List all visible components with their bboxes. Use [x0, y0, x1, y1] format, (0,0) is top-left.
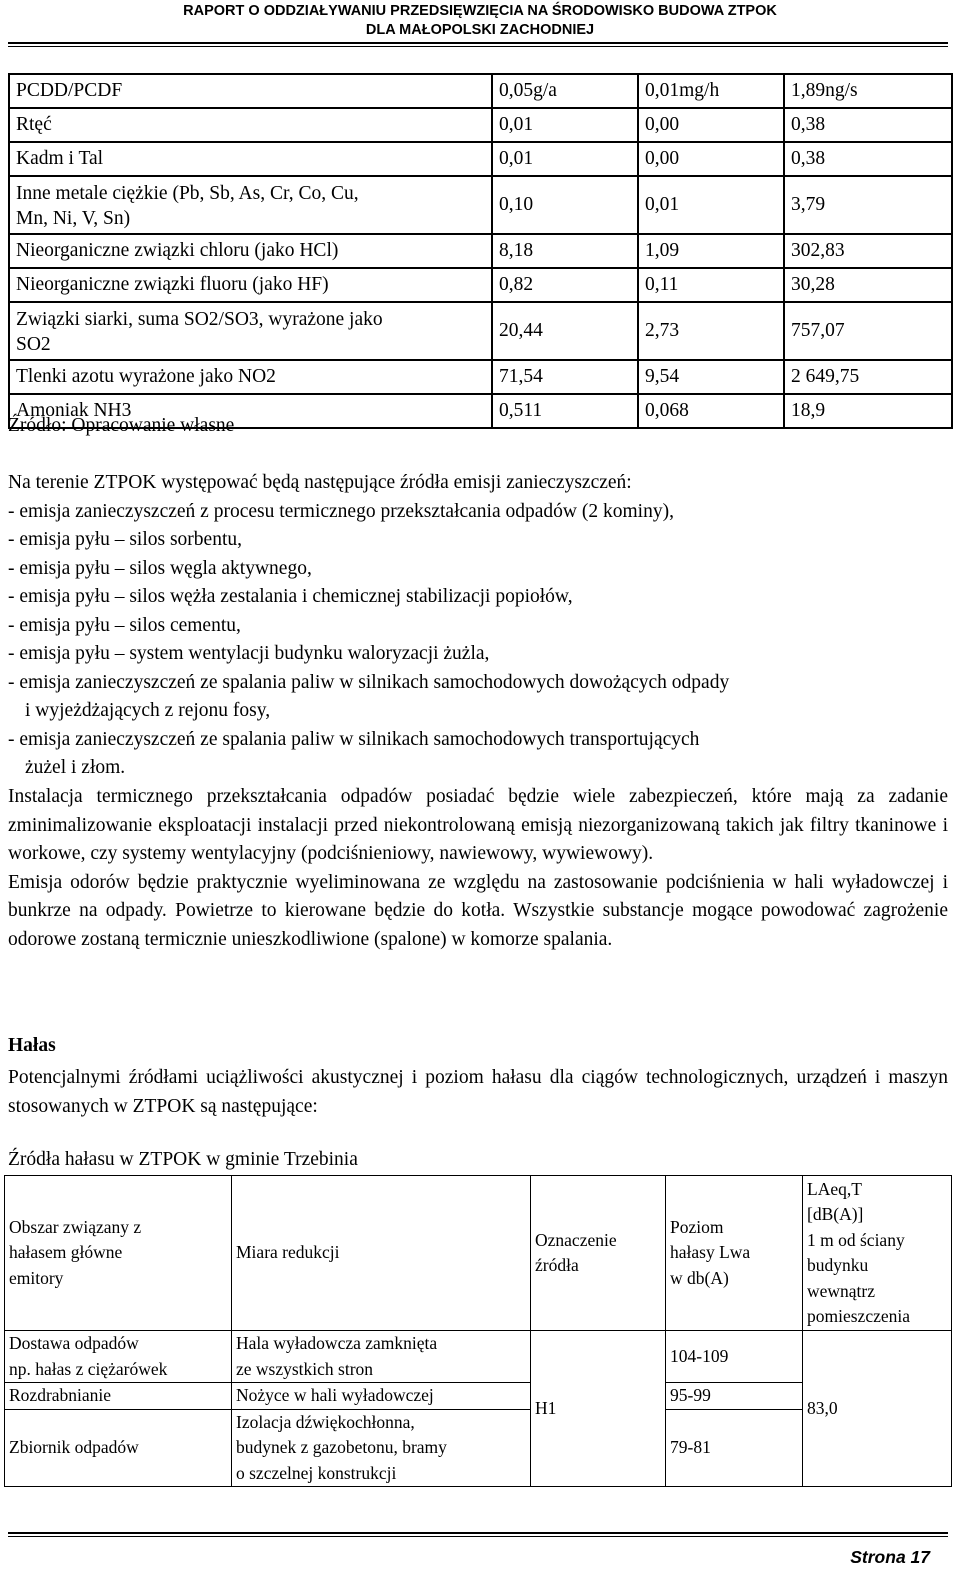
cell-line: ze wszystkich stron — [236, 1358, 374, 1379]
table-source-note: Źródło: Opracowanie własne — [8, 415, 235, 436]
list-item: - emisja pyłu – silos cementu, — [8, 614, 241, 636]
header-line: Obszar związany z — [9, 1216, 142, 1237]
pollutant-cell: Amoniak NH3 — [9, 394, 492, 428]
value-cell: 0,01 — [638, 176, 784, 234]
pollutant-cell: Nieorganiczne związki fluoru (jako HF) — [9, 268, 492, 302]
laeq-cell: 83,0 — [803, 1331, 952, 1487]
header-line: Oznaczenie — [535, 1229, 617, 1250]
value-cell: 0,05g/a — [492, 74, 638, 108]
value-cell: 8,18 — [492, 234, 638, 268]
value-cell: 18,9 — [784, 394, 952, 428]
value-cell: 1,09 — [638, 234, 784, 268]
pollutant-cell: Rtęć — [9, 108, 492, 142]
table-row — [9, 268, 952, 302]
cell-line: Dostawa odpadów — [9, 1333, 139, 1353]
pollutant-line: Związki siarki, suma SO2/SO3, wyrażone jako — [16, 309, 383, 330]
pollutant-line: Inne metale ciężkie (Pb, Sb, As, Cr, Co, Cu, — [16, 183, 359, 204]
measure-cell — [232, 1409, 531, 1487]
value-cell: 2,73 — [638, 302, 784, 360]
value-cell: 20,44 — [492, 302, 638, 360]
value-cell: 0,11 — [638, 268, 784, 302]
header-line: pomieszczenia — [807, 1306, 911, 1326]
table-row — [9, 74, 952, 108]
section-heading: Hałas — [8, 1035, 56, 1056]
value-cell: 0,01 — [492, 142, 638, 176]
pollutant-cell: Nieorganiczne związki chloru (jako HCl) — [9, 234, 492, 268]
value-cell: 302,83 — [784, 234, 952, 268]
table-row — [9, 234, 952, 268]
pollutant-cell: Tlenki azotu wyrażone jako NO2 — [9, 360, 492, 394]
pollutant-cell: Kadm i Tal — [9, 142, 492, 176]
header-cell — [5, 1176, 232, 1331]
table-row — [9, 360, 952, 394]
list-item: - emisja zanieczyszczeń z procesu termicznego przekształcania odpadów (2 kominy), — [8, 500, 674, 522]
measure-cell — [232, 1331, 531, 1383]
header-line: hałasy Lwa — [670, 1242, 751, 1263]
value-cell: 0,10 — [492, 176, 638, 234]
list-item-continuation: żużel i złom. — [25, 757, 126, 778]
measure-cell: Nożyce w hali wyładowczej — [232, 1383, 531, 1410]
header-line: [dB(A)] — [807, 1204, 864, 1224]
paragraph: Potencjalnymi źródłami uciążliwości akustycznej i poziom hałasu dla ciągów technologicznych, urządzeń i maszyn stosowanych w ZTPOK są następujące: — [8, 1067, 948, 1117]
list-intro: Na terenie ZTPOK występować będą następujące źródła emisji zanieczyszczeń: — [8, 472, 632, 493]
header-line: Poziom — [670, 1216, 724, 1237]
table-caption: Źródła hałasu w ZTPOK w gminie Trzebinia — [8, 1149, 358, 1170]
list-item: - emisja pyłu – silos węgla aktywnego, — [8, 557, 312, 579]
header-line: wewnątrz — [807, 1280, 876, 1301]
value-cell: 9,54 — [638, 360, 784, 394]
header-cell: Miara redukcji — [232, 1176, 531, 1331]
value-cell: 3,79 — [784, 176, 952, 234]
pollutant-line: SO2 — [16, 334, 51, 355]
table-row — [5, 1331, 952, 1383]
noise-sources-table — [4, 1175, 952, 1487]
header-line: 1 m od ściany — [807, 1229, 905, 1250]
cell-line: Izolacja dźwiękochłonna, — [236, 1411, 415, 1432]
header-cell — [666, 1176, 803, 1331]
cell-line: budynek z gazobetonu, bramy — [236, 1437, 447, 1457]
table-row — [9, 302, 952, 360]
document-header — [0, 2, 960, 40]
header-line: LAeq,T — [807, 1178, 862, 1199]
list-item: - emisja pyłu – silos wężła zestalania i chemicznej stabilizacji popiołów, — [8, 586, 573, 607]
pollutant-cell — [9, 176, 492, 234]
header-line: hałasem główne — [9, 1242, 123, 1263]
cell-line: np. hałas z ciężarówek — [9, 1358, 168, 1379]
value-cell: 0,01 — [492, 108, 638, 142]
pollutant-cell — [9, 302, 492, 360]
value-cell: 0,38 — [784, 142, 952, 176]
list-item: - emisja pyłu – system wentylacji budynku waloryzacji żużla, — [8, 643, 490, 664]
table-row — [9, 176, 952, 234]
value-cell: 71,54 — [492, 360, 638, 394]
header-line-2: DLA MAŁOPOLSKI ZACHODNIEJ — [365, 22, 595, 38]
pollutant-line: Mn, Ni, V, Sn) — [16, 208, 131, 229]
area-cell — [5, 1331, 232, 1383]
level-cell: 104-109 — [666, 1331, 803, 1383]
value-cell: 2 649,75 — [784, 360, 952, 394]
list-item: - emisja zanieczyszczeń ze spalania paliw w silnikach samochodowych dowożących odpady — [8, 671, 730, 693]
pollutant-cell: PCDD/PCDF — [9, 74, 492, 108]
page-number: Strona 17 — [850, 1547, 930, 1567]
level-cell: 95-99 — [666, 1383, 803, 1410]
value-cell: 0,00 — [638, 142, 784, 176]
footer-rule — [8, 1532, 948, 1534]
table-header-row — [5, 1176, 952, 1331]
value-cell: 1,89ng/s — [784, 74, 952, 108]
value-cell: 0,511 — [492, 394, 638, 428]
header-rule — [8, 42, 948, 44]
header-line: w db(A) — [670, 1267, 729, 1288]
emissions-table — [8, 73, 953, 429]
value-cell: 0,38 — [784, 108, 952, 142]
list-item-continuation: i wyjeżdżających z rejonu fosy, — [25, 700, 271, 721]
paragraph: Emisja odorów będzie praktycznie wyeliminowana ze względu na zastosowanie podciśnienia w hali wyładowczej i bunkrze na odpady. Powietrze to kierowane będzie do kotła. Wszystkie substancje mogące powodować zagrożenie odorowe zostaną termicznie unieszkodliwione (spalone) w komorze spalania. — [8, 871, 948, 950]
header-cell — [531, 1176, 666, 1331]
list-item: - emisja pyłu – silos sorbentu, — [8, 529, 242, 550]
emission-sources-list — [8, 469, 948, 783]
value-cell: 0,01mg/h — [638, 74, 784, 108]
header-line: emitory — [9, 1267, 64, 1288]
area-cell: Rozdrabnianie — [5, 1383, 232, 1410]
header-line-1: RAPORT O ODDZIAŁYWANIU PRZEDSIĘWZIĘCIA NA ŚRODOWISKO BUDOWA ZTPOK — [183, 3, 777, 19]
body-paragraphs — [8, 783, 948, 954]
value-cell: 0,068 — [638, 394, 784, 428]
cell-line: Hala wyładowcza zamknięta — [236, 1333, 438, 1353]
footer-rule-thin — [8, 1536, 948, 1537]
paragraph: Instalacja termicznego przekształcania odpadów posiadać będzie wiele zabezpieczeń, które mają za zadanie zminimalizowanie eksploatacji instalacji przed niekontrolowaną emisją niezorganizowaną takich jak filtry tkaninowe i workowe, czy systemy wentylacyjny (podciśnieniowy, nawiewowy, wywiewowy). — [8, 786, 948, 864]
value-cell: 0,00 — [638, 108, 784, 142]
header-line: budynku — [807, 1255, 869, 1275]
source-id-cell: H1 — [531, 1331, 666, 1487]
value-cell: 757,07 — [784, 302, 952, 360]
table-row — [9, 108, 952, 142]
cell-line: o szczelnej konstrukcji — [236, 1462, 397, 1483]
table-row — [9, 142, 952, 176]
list-item: - emisja zanieczyszczeń ze spalania paliw w silnikach samochodowych transportujących — [8, 728, 700, 750]
value-cell: 0,82 — [492, 268, 638, 302]
level-cell: 79-81 — [666, 1409, 803, 1487]
header-rule-thin — [8, 46, 948, 47]
header-cell — [803, 1176, 952, 1331]
area-cell: Zbiornik odpadów — [5, 1409, 232, 1487]
header-line: źródła — [535, 1255, 579, 1275]
value-cell: 30,28 — [784, 268, 952, 302]
